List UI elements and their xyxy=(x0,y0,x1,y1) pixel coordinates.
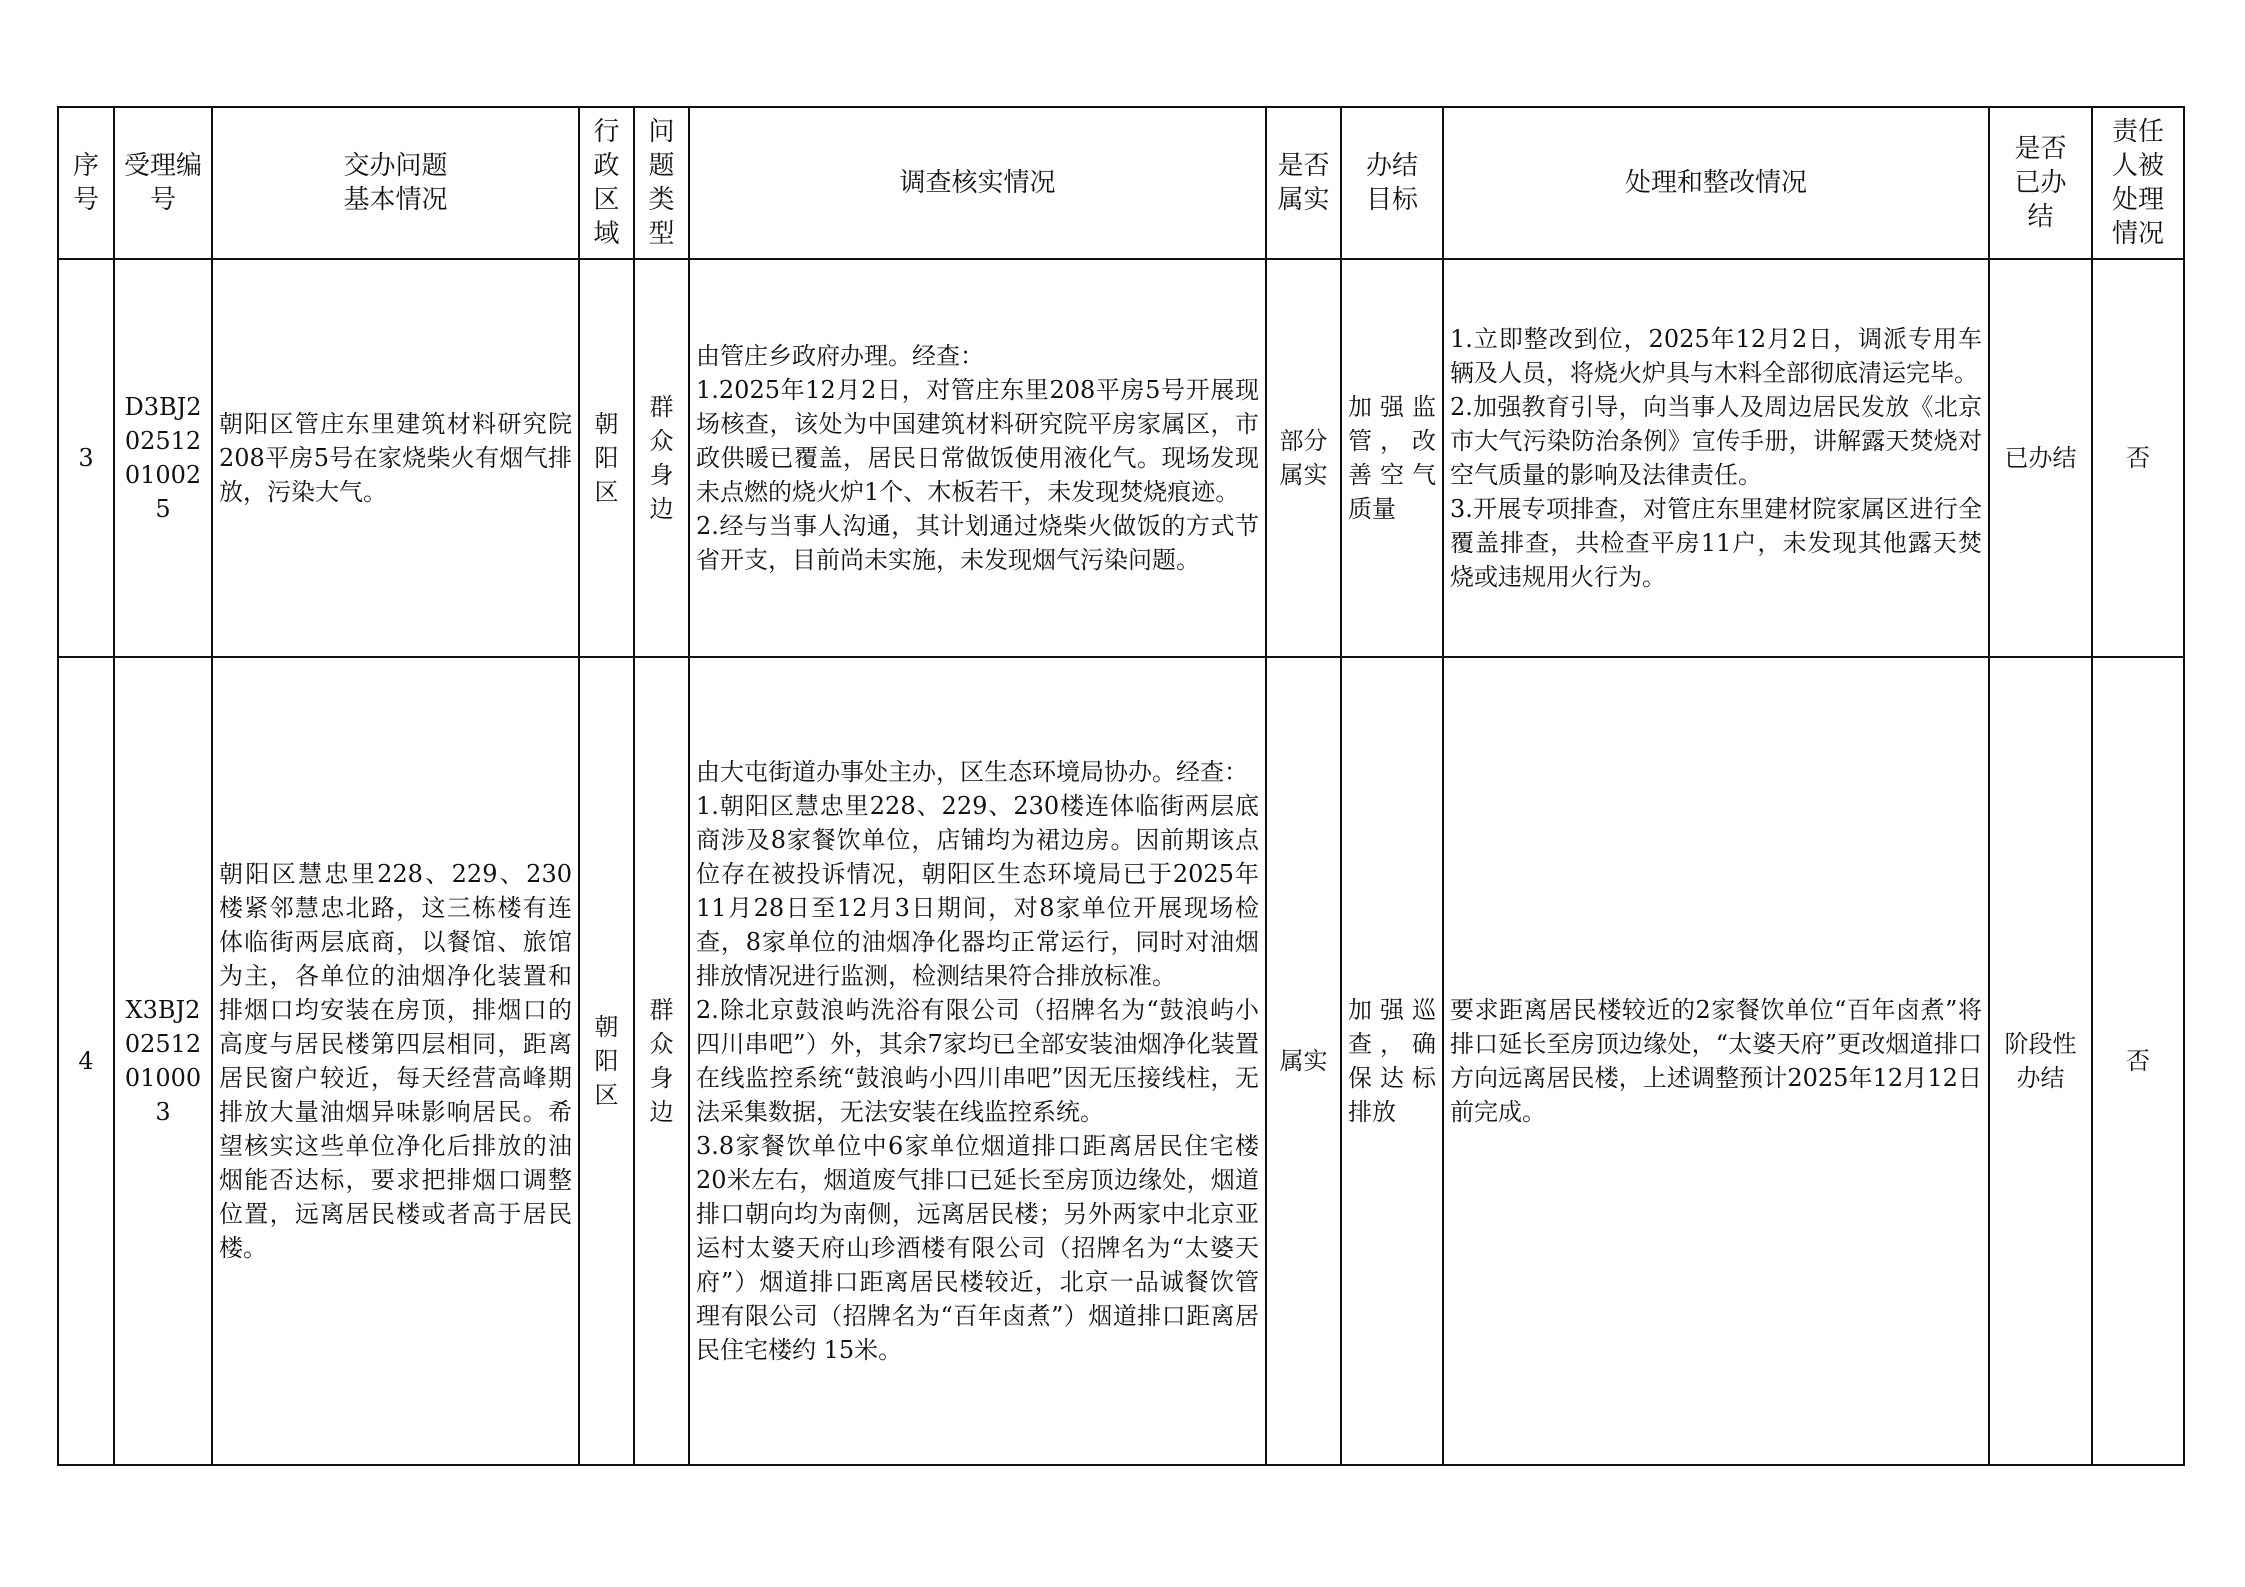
table-row xyxy=(58,657,2184,1465)
header-row xyxy=(58,107,2184,259)
cell-closed: 已办结 xyxy=(1989,259,2092,657)
cell-closed: 阶段性办结 xyxy=(1989,657,2092,1465)
header-punished: 责任人被处理情况 xyxy=(2092,107,2184,259)
cell-type: 群众身边 xyxy=(634,259,689,657)
cell-seq: 3 xyxy=(58,259,114,657)
cell-district: 朝阳区 xyxy=(579,657,634,1465)
cell-investigation: 由管庄乡政府办理。经查： 1.2025年12月2日，对管庄东里208平房5号开展现场核查，该处为中国建筑材料研究院平房家属区，市政供暖已覆盖，居民日常做饭使用液化气。现场发现未点燃的烧火炉1个、木板若干，未发现焚烧痕迹。 2.经与当事人沟通，其计划通过烧柴火做饭的方式节省开支，目前尚未实施，未发现烟气污染问题。 xyxy=(689,259,1266,657)
cell-type: 群众身边 xyxy=(634,657,689,1465)
cell-punished: 否 xyxy=(2092,657,2184,1465)
header-verified: 是否属实 xyxy=(1266,107,1341,259)
cell-investigation: 由大屯街道办事处主办，区生态环境局协办。经查： 1.朝阳区慧忠里228、229、230楼连体临街两层底商涉及8家餐饮单位，店铺均为裙边房。因前期该点位存在被投诉情况，朝阳区生态环境局已于2025年11月28日至12月3日期间，对8家单位开展现场检查，8家单位的油烟净化器均正常运行，同时对油烟排放情况进行监测，检测结果符合排放标准。 2.除北京鼓浪屿洗浴有限公司（招牌名为“鼓浪屿小四川串吧”）外，其余7家均已全部安装油烟净化装置在线监控系统“鼓浪屿小四川串吧”因无压接线柱，无法采集数据，无法安装在线监控系统。 3.8家餐饮单位中6家单位烟道排口距离居民住宅楼20米左右，烟道废气排口已延长至房顶边缘处，烟道排口朝向均为南侧，远离居民楼；另外两家中北京亚运村太婆天府山珍酒楼有限公司（招牌名为“太婆天府”）烟道排口距离居民楼较近，北京一品诚餐饮管理有限公司（招牌名为“百年卤煮”）烟道排口距离居民住宅楼约 15米。 xyxy=(689,657,1266,1465)
cell-case-no: D3BJ202512010025 xyxy=(114,259,212,657)
cell-seq: 4 xyxy=(58,657,114,1465)
header-problem: 交办问题 基本情况 xyxy=(212,107,579,259)
cell-problem: 朝阳区管庄东里建筑材料研究院208平房5号在家烧柴火有烟气排放，污染大气。 xyxy=(212,259,579,657)
cell-verified: 属实 xyxy=(1266,657,1341,1465)
cell-punished: 否 xyxy=(2092,259,2184,657)
header-type: 问题类型 xyxy=(634,107,689,259)
cell-district: 朝阳区 xyxy=(579,259,634,657)
cell-handling: 1.立即整改到位，2025年12月2日，调派专用车辆及人员，将烧火炉具与木料全部彻底清运完毕。 2.加强教育引导，向当事人及周边居民发放《北京市大气污染防治条例》宣传手册，讲解露天焚烧对空气质量的影响及法律责任。 3.开展专项排查，对管庄东里建材院家属区进行全覆盖排查，共检查平房11户，未发现其他露天焚烧或违规用火行为。 xyxy=(1443,259,1989,657)
cell-goal: 加强监管，改善空气质量 xyxy=(1341,259,1443,657)
case-table xyxy=(57,106,2185,1466)
table-row xyxy=(58,259,2184,657)
header-seq: 序号 xyxy=(58,107,114,259)
cell-goal: 加强巡查，确保达标排放 xyxy=(1341,657,1443,1465)
header-handling: 处理和整改情况 xyxy=(1443,107,1989,259)
header-closed: 是否已办结 xyxy=(1989,107,2092,259)
cell-handling: 要求距离居民楼较近的2家餐饮单位“百年卤煮”将排口延长至房顶边缘处，“太婆天府”更改烟道排口方向远离居民楼，上述调整预计2025年12月12日前完成。 xyxy=(1443,657,1989,1465)
cell-case-no: X3BJ202512010003 xyxy=(114,657,212,1465)
cell-problem: 朝阳区慧忠里228、229、230楼紧邻慧忠北路，这三栋楼有连体临街两层底商，以餐馆、旅馆为主，各单位的油烟净化装置和排烟口均安装在房顶，排烟口的高度与居民楼第四层相同，距离居民窗户较近，每天经营高峰期排放大量油烟异味影响居民。希望核实这些单位净化后排放的油烟能否达标，要求把排烟口调整位置，远离居民楼或者高于居民楼。 xyxy=(212,657,579,1465)
header-case-no: 受理编号 xyxy=(114,107,212,259)
header-goal: 办结目标 xyxy=(1341,107,1443,259)
header-investigation: 调查核实情况 xyxy=(689,107,1266,259)
cell-verified: 部分属实 xyxy=(1266,259,1341,657)
header-district: 行政区域 xyxy=(579,107,634,259)
